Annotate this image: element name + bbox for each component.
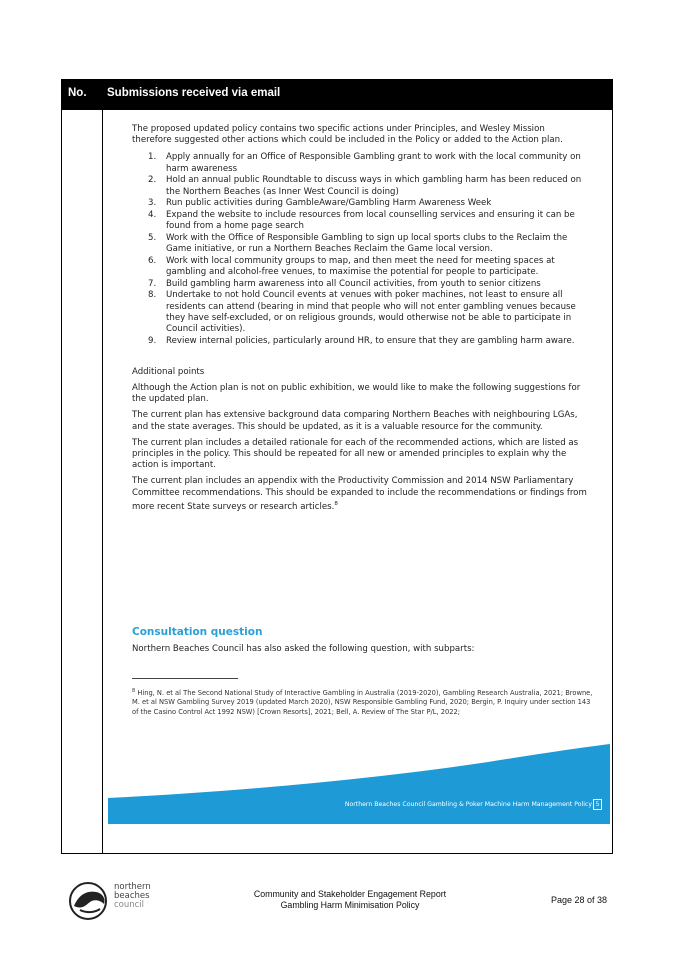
consultation-heading: Consultation question — [132, 626, 263, 638]
actions-list — [132, 152, 587, 346]
paragraph: The current plan includes an appendix with the Productivity Commission and 2014 NSW Parliamentary Committee recommendations. This should be expanded to include the recommendations or findings from more recent State surveys or research articles.$^8$ — [132, 476, 587, 512]
column-divider — [102, 110, 103, 854]
submission-content — [132, 124, 587, 518]
list-item: 4. Expand the website to include resources from local counselling services and ensuring it can be found from a home page search — [148, 209, 575, 232]
banner-wave — [108, 740, 610, 824]
list-item: 5. Work with the Office of Responsible Gambling to sign up local sports clubs to the Reclaim the Game initiative, or run a Northern Beaches Reclaim the Game local version. — [148, 232, 568, 255]
list-item: 7. Build gambling harm awareness into all Council activities, from youth to senior citizens — [148, 278, 541, 289]
paragraph: The current plan has extensive background data comparing Northern Beaches with neighbouring LGAs, and the state averages. This should be updated, as it is a valuable resource for the community. — [132, 410, 578, 432]
banner-text: Northern Beaches Council Gambling & Poker Machine Harm Management Policy — [344, 801, 592, 808]
paragraph: The current plan includes a detailed rationale for each of the recommended actions, which are listed as principles in the policy. This should be repeated for all new or amended principles to explain why the action is important. — [132, 437, 579, 471]
consultation-section — [132, 626, 587, 655]
additional-points-title: Additional points — [132, 366, 205, 377]
list-item: 3. Run public activities during GambleAware/Gambling Harm Awareness Week — [148, 198, 492, 209]
footer-title: Community and Stakeholder Engagement Report Gambling Harm Minimisation Policy — [253, 889, 447, 910]
list-item: 8. Undertake to not hold Council events at venues with poker machines, not least to ensure all residents can attend (bearing in mind that people who will not enter gambling venues because they have self-excluded, or on religious grounds, would otherwise not be able to participate in Council activities). — [148, 290, 576, 334]
footnote: $^8$ Hing, N. et al The Second National Study of Interactive Gambling in Australia (2019-2020), Gambling Research Australia, 2021; Browne, M. et al NSW Gambling Survey 2019 (updated March 2020), NSW Responsible Gambling Fund, 2020; Bergin, P. Inquiry under section 143 of the Casino Control Act 1992 NSW) [Crown Resorts], 2021; Bell, A. Review of The Star P/L, 2022; — [132, 688, 593, 716]
footnote-divider — [132, 678, 238, 679]
logo-wordmark: northern beaches council — [114, 882, 151, 910]
list-item: 1. Apply annually for an Office of Responsible Gambling grant to work with the local community on harm awareness — [148, 152, 581, 174]
table-header — [62, 80, 612, 110]
list-item: 6. Work with local community groups to map, and then meet the need for meeting spaces at gambling and alcohol-free venues, to maximise the potential for people to participate. — [148, 255, 555, 277]
list-item: 2. Hold an annual public Roundtable to discuss ways in which gambling harm has been reduced on the Northern Beaches (as Inner West Council is doing) — [148, 175, 582, 197]
council-logo-icon — [66, 880, 112, 922]
banner-wave-shape — [108, 744, 610, 824]
footnote-ref[interactable]: 8 — [334, 500, 338, 507]
banner-page-box: 5 — [593, 799, 602, 810]
header-no: No. — [68, 87, 87, 99]
consultation-text: Northern Beaches Council has also asked the following question, with subparts: — [132, 644, 475, 654]
paragraph: Although the Action plan is not on public exhibition, we would like to make the following suggestions for the updated plan. — [132, 383, 581, 405]
header-title: Submissions received via email — [107, 87, 281, 99]
page-number: Page 28 of 38 — [551, 895, 608, 905]
list-item: 9. Review internal policies, particularly around HR, to ensure that they are gambling harm aware. — [148, 335, 575, 346]
intro-paragraph: The proposed updated policy contains two specific actions under Principles, and Wesley Mission therefore suggested other actions which could be included in the Policy or added to the Action plan. — [132, 124, 563, 146]
